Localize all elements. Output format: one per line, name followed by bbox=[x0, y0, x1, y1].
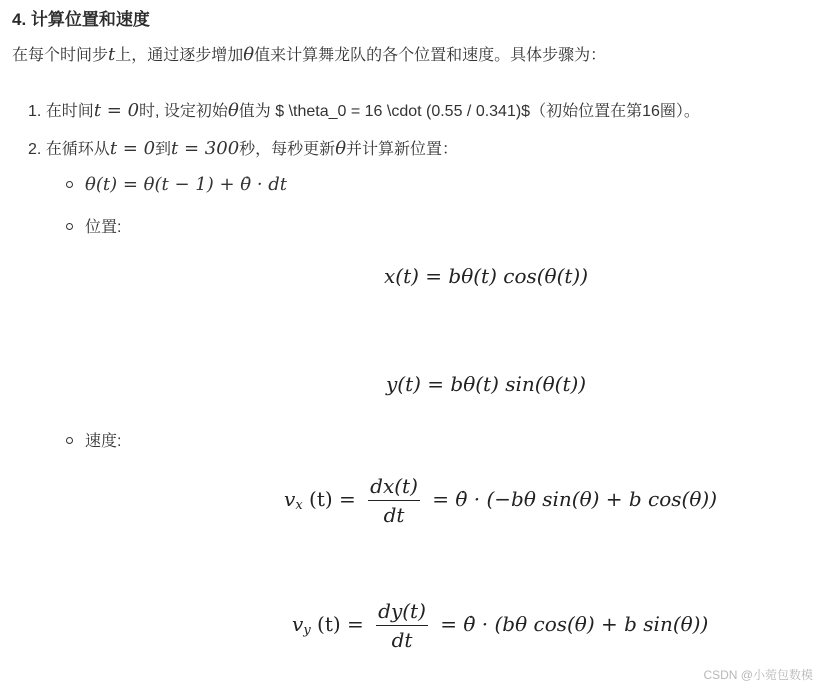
step-1 bbox=[28, 98, 700, 121]
theta-update-formula: θ(t) = θ(t − 1) + θ̇ · dt bbox=[85, 174, 288, 195]
intro-text-pre: 在每个时间步 bbox=[12, 47, 109, 64]
equation-vx-denominator: dt bbox=[383, 503, 405, 527]
equation-vx-arg: (t) = bbox=[309, 487, 356, 511]
step-2-text-d: 并计算新位置： bbox=[346, 141, 459, 158]
equation-vx-fraction bbox=[368, 474, 420, 527]
intro-var-theta: θ bbox=[243, 44, 255, 65]
equation-y-text: y(t) = bθ(t) sin(θ(t)) bbox=[386, 372, 587, 396]
equation-vx-numerator: dx(t) bbox=[368, 474, 420, 501]
equation-x-text: x(t) = bθ(t) cos(θ(t)) bbox=[384, 264, 589, 288]
equation-vx bbox=[284, 474, 717, 527]
bullet-icon bbox=[66, 437, 73, 444]
bullet-icon bbox=[66, 181, 73, 188]
velocity-label: 速度: bbox=[85, 433, 122, 450]
step-1-math-a: t = 0 bbox=[93, 100, 140, 121]
step-1-text-b: 时, 设定初始 bbox=[139, 103, 228, 120]
step-1-text-c: 值为 $ \theta_0 = 16 \cdot (0.55 / 0.341)$（初始位置在第16圈）。 bbox=[238, 103, 700, 120]
equation-vy-rhs: = θ̇ · (bθ cos(θ) + b sin(θ)) bbox=[440, 612, 709, 636]
intro-text-post: 上，通过逐步增加 bbox=[115, 47, 244, 64]
step-2-math-a: t = 0 bbox=[109, 138, 156, 159]
equation-vx-sub: x bbox=[295, 498, 303, 513]
equation-vx-rhs: = θ̇ · (−bθ sin(θ) + b cos(θ)) bbox=[432, 487, 717, 511]
step-1-number: 1. bbox=[28, 103, 42, 120]
equation-vy-fraction bbox=[376, 599, 428, 652]
step-2-math-c: θ bbox=[335, 138, 347, 159]
equation-vy-sub: y bbox=[303, 623, 311, 638]
sub-item-velocity bbox=[66, 428, 121, 451]
csdn-watermark: CSDN @小菀包数模 bbox=[703, 668, 813, 682]
position-label: 位置: bbox=[85, 219, 122, 236]
equation-vy bbox=[292, 599, 708, 652]
equation-vy-arg: (t) = bbox=[317, 612, 364, 636]
step-1-math-b: θ bbox=[227, 100, 239, 121]
intro-text-end: 值来计算舞龙队的各个位置和速度。具体步骤为： bbox=[254, 47, 607, 64]
intro-var-t: t bbox=[108, 44, 116, 65]
sub-item-theta-update bbox=[66, 174, 287, 195]
step-2-number: 2. bbox=[28, 141, 42, 158]
equation-vy-numerator: dy(t) bbox=[376, 599, 428, 626]
sub-item-position bbox=[66, 214, 121, 237]
equation-y bbox=[386, 372, 586, 396]
step-2 bbox=[28, 136, 458, 159]
step-2-text-b: 到 bbox=[155, 141, 172, 158]
equation-vy-denominator: dt bbox=[391, 628, 413, 652]
intro-paragraph bbox=[12, 42, 606, 65]
step-1-text-a: 在时间 bbox=[45, 103, 94, 120]
section-heading: 4. 计算位置和速度 bbox=[12, 10, 150, 29]
equation-x bbox=[384, 264, 588, 288]
equation-vx-lhs: v bbox=[284, 487, 296, 511]
step-2-text-c: 秒，每秒更新 bbox=[239, 141, 336, 158]
equation-vy-lhs: v bbox=[292, 612, 304, 636]
step-2-text-a: 在循环从 bbox=[45, 141, 110, 158]
step-2-math-b: t = 300 bbox=[171, 138, 240, 159]
bullet-icon bbox=[66, 223, 73, 230]
